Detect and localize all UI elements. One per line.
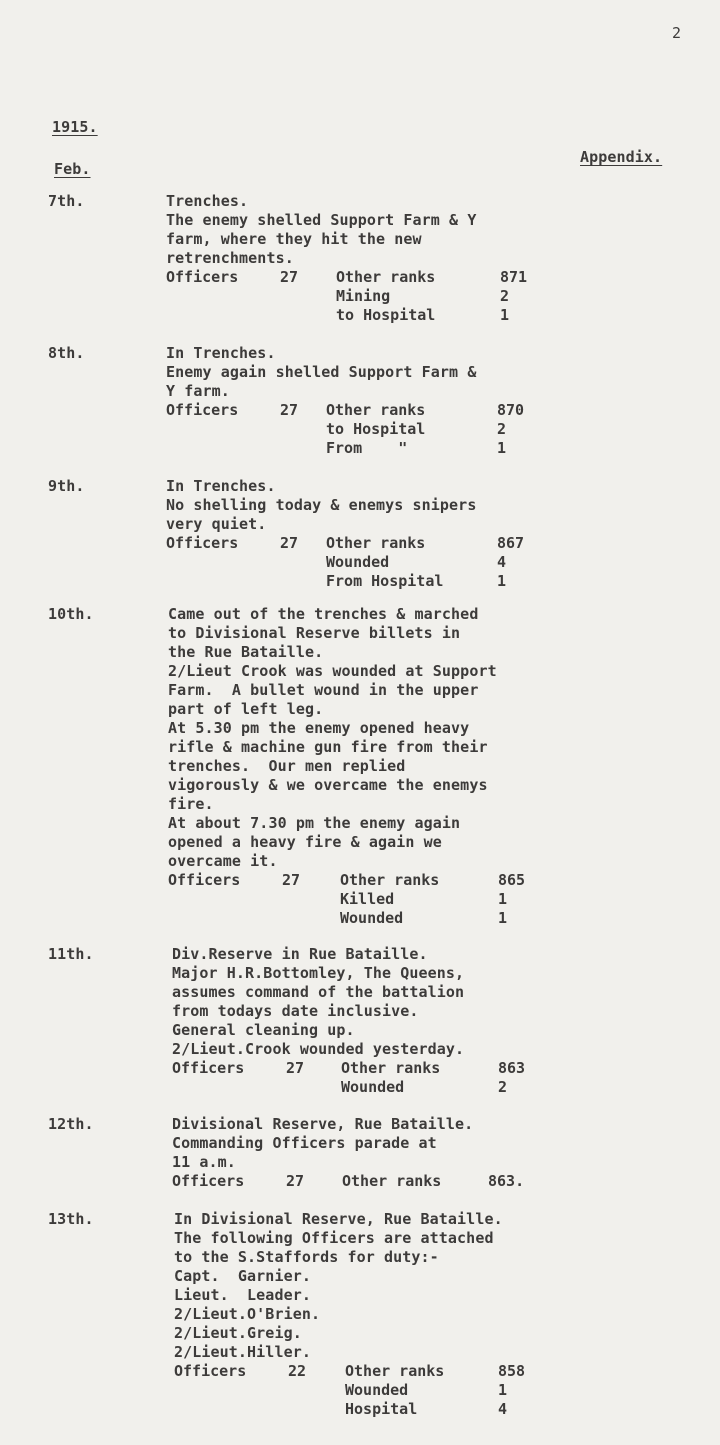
entry-date: 10th. (48, 605, 94, 623)
stat-value: 4 (498, 1400, 508, 1418)
stat-value: 858 (498, 1362, 526, 1380)
officers-label: Officers (172, 1059, 245, 1077)
entry-date: 8th. (48, 344, 85, 362)
officers-label: Officers (166, 401, 239, 419)
stat-value: 4 (497, 553, 507, 571)
entry-line: The following Officers are attached (174, 1229, 494, 1247)
stat-label: Other ranks (326, 401, 426, 419)
officers-count: 27 (286, 1172, 305, 1190)
strength-row (0, 572, 720, 591)
stat-label: Other ranks (326, 534, 426, 552)
entry-line: Major H.R.Bottomley, The Queens, (172, 964, 465, 982)
stat-value: 870 (497, 401, 525, 419)
strength-row (0, 1078, 720, 1097)
page-number: 2 (672, 24, 682, 42)
entry-line: Lieut. Leader. (174, 1286, 311, 1304)
entry-line: Capt. Garnier. (174, 1267, 311, 1285)
officers-label: Officers (174, 1362, 247, 1380)
entry-line: General cleaning up. (172, 1021, 355, 1039)
stat-label: Wounded (345, 1381, 409, 1399)
entry-line: to the S.Staffords for duty:- (174, 1248, 439, 1266)
stat-value: 863. (488, 1172, 525, 1190)
strength-row (0, 909, 720, 928)
entry-line: The enemy shelled Support Farm & Y (166, 211, 477, 229)
entry-line: In Divisional Reserve, Rue Bataille. (174, 1210, 503, 1228)
entry-line: In Trenches. (166, 344, 276, 362)
entry-line: Came out of the trenches & marched (168, 605, 479, 623)
stat-label: Wounded (341, 1078, 405, 1096)
officers-count: 27 (280, 534, 299, 552)
stat-label: Other ranks (341, 1059, 441, 1077)
officers-count: 27 (282, 871, 301, 889)
entry-text (172, 945, 464, 1059)
month-heading: Feb. (54, 160, 91, 178)
entry-line: 2/Lieut.Hiller. (174, 1343, 311, 1361)
stat-label: Killed (340, 890, 395, 908)
entry-strength-return (0, 1172, 720, 1191)
entry-line: 2/Lieut.O'Brien. (174, 1305, 321, 1323)
entry-strength-return (0, 1059, 720, 1097)
strength-row (0, 890, 720, 909)
entry-strength-return (0, 268, 720, 325)
stat-value: 1 (498, 909, 508, 927)
entry-line: part of left leg. (168, 700, 324, 718)
entry-strength-return (0, 534, 720, 591)
stat-label: Hospital (345, 1400, 418, 1418)
entry-strength-return (0, 871, 720, 928)
entry-date: 11th. (48, 945, 94, 963)
entry-line: At 5.30 pm the enemy opened heavy (168, 719, 470, 737)
entry-date: 12th. (48, 1115, 94, 1133)
entry-line: farm, where they hit the new (166, 230, 422, 248)
entry-line: 2/Lieut Crook was wounded at Support (168, 662, 497, 680)
entry-line: 2/Lieut.Greig. (174, 1324, 302, 1342)
strength-row (0, 1059, 720, 1078)
stat-label: Other ranks (340, 871, 440, 889)
entry-line: retrenchments. (166, 249, 294, 267)
stat-value: 2 (498, 1078, 508, 1096)
stat-value: 2 (500, 287, 510, 305)
entry-strength-return (0, 401, 720, 458)
entry-line: At about 7.30 pm the enemy again (168, 814, 461, 832)
entry-line: No shelling today & enemys snipers (166, 496, 477, 514)
entry-line: Divisional Reserve, Rue Bataille. (172, 1115, 474, 1133)
entry-text (166, 192, 476, 268)
entry-line: from todays date inclusive. (172, 1002, 419, 1020)
stat-label: From " (326, 439, 408, 457)
strength-row (0, 420, 720, 439)
stat-value: 1 (498, 1381, 508, 1399)
stat-label: Wounded (326, 553, 390, 571)
stat-value: 1 (497, 439, 507, 457)
entry-text (166, 477, 476, 534)
entry-line: Enemy again shelled Support Farm & (166, 363, 477, 381)
entry-line: Commanding Officers parade at (172, 1134, 437, 1152)
stat-label: Other ranks (336, 268, 436, 286)
officers-label: Officers (168, 871, 241, 889)
stat-value: 863 (498, 1059, 526, 1077)
stat-label: From Hospital (326, 572, 444, 590)
officers-count: 22 (288, 1362, 307, 1380)
entry-line: opened a heavy fire & again we (168, 833, 442, 851)
entry-date: 9th. (48, 477, 85, 495)
stat-value: 2 (497, 420, 507, 438)
stat-value: 867 (497, 534, 525, 552)
entry-line: to Divisional Reserve billets in (168, 624, 461, 642)
stat-label: to Hospital (326, 420, 426, 438)
entry-line: very quiet. (166, 515, 267, 533)
entry-date: 13th. (48, 1210, 94, 1228)
strength-row (0, 287, 720, 306)
strength-row (0, 553, 720, 572)
strength-row (0, 1172, 720, 1191)
entry-text (166, 344, 476, 401)
entry-line: overcame it. (168, 852, 278, 870)
entry-line: Trenches. (166, 192, 249, 210)
stat-value: 1 (500, 306, 510, 324)
entry-line: the Rue Bataille. (168, 643, 324, 661)
stat-value: 871 (500, 268, 528, 286)
strength-row (0, 871, 720, 890)
officers-label: Officers (172, 1172, 245, 1190)
entry-line: vigorously & we overcame the enemys (168, 776, 488, 794)
entry-line: 11 a.m. (172, 1153, 236, 1171)
stat-label: to Hospital (336, 306, 436, 324)
stat-value: 1 (498, 890, 508, 908)
entry-text (172, 1115, 473, 1172)
strength-row (0, 534, 720, 553)
officers-count: 27 (280, 401, 299, 419)
entry-date: 7th. (48, 192, 85, 210)
stat-label: Other ranks (345, 1362, 445, 1380)
strength-row (0, 1400, 720, 1419)
year-heading: 1915. (52, 118, 98, 136)
stat-label: Other ranks (342, 1172, 442, 1190)
entry-line: rifle & machine gun fire from their (168, 738, 488, 756)
entry-line: assumes command of the battalion (172, 983, 465, 1001)
entry-line: In Trenches. (166, 477, 276, 495)
entry-strength-return (0, 1362, 720, 1419)
officers-count: 27 (286, 1059, 305, 1077)
entry-line: 2/Lieut.Crook wounded yesterday. (172, 1040, 465, 1058)
entry-text (168, 605, 497, 871)
strength-row (0, 1381, 720, 1400)
officers-label: Officers (166, 534, 239, 552)
stat-value: 865 (498, 871, 526, 889)
entry-line: Y farm. (166, 382, 230, 400)
entry-line: fire. (168, 795, 214, 813)
stat-label: Wounded (340, 909, 404, 927)
officers-count: 27 (280, 268, 299, 286)
strength-row (0, 401, 720, 420)
appendix-heading: Appendix. (580, 148, 663, 166)
stat-value: 1 (497, 572, 507, 590)
strength-row (0, 306, 720, 325)
entry-line: trenches. Our men replied (168, 757, 406, 775)
stat-label: Mining (336, 287, 391, 305)
entry-text (174, 1210, 503, 1362)
officers-label: Officers (166, 268, 239, 286)
entry-line: Farm. A bullet wound in the upper (168, 681, 479, 699)
strength-row (0, 1362, 720, 1381)
strength-row (0, 439, 720, 458)
strength-row (0, 268, 720, 287)
entry-line: Div.Reserve in Rue Bataille. (172, 945, 428, 963)
